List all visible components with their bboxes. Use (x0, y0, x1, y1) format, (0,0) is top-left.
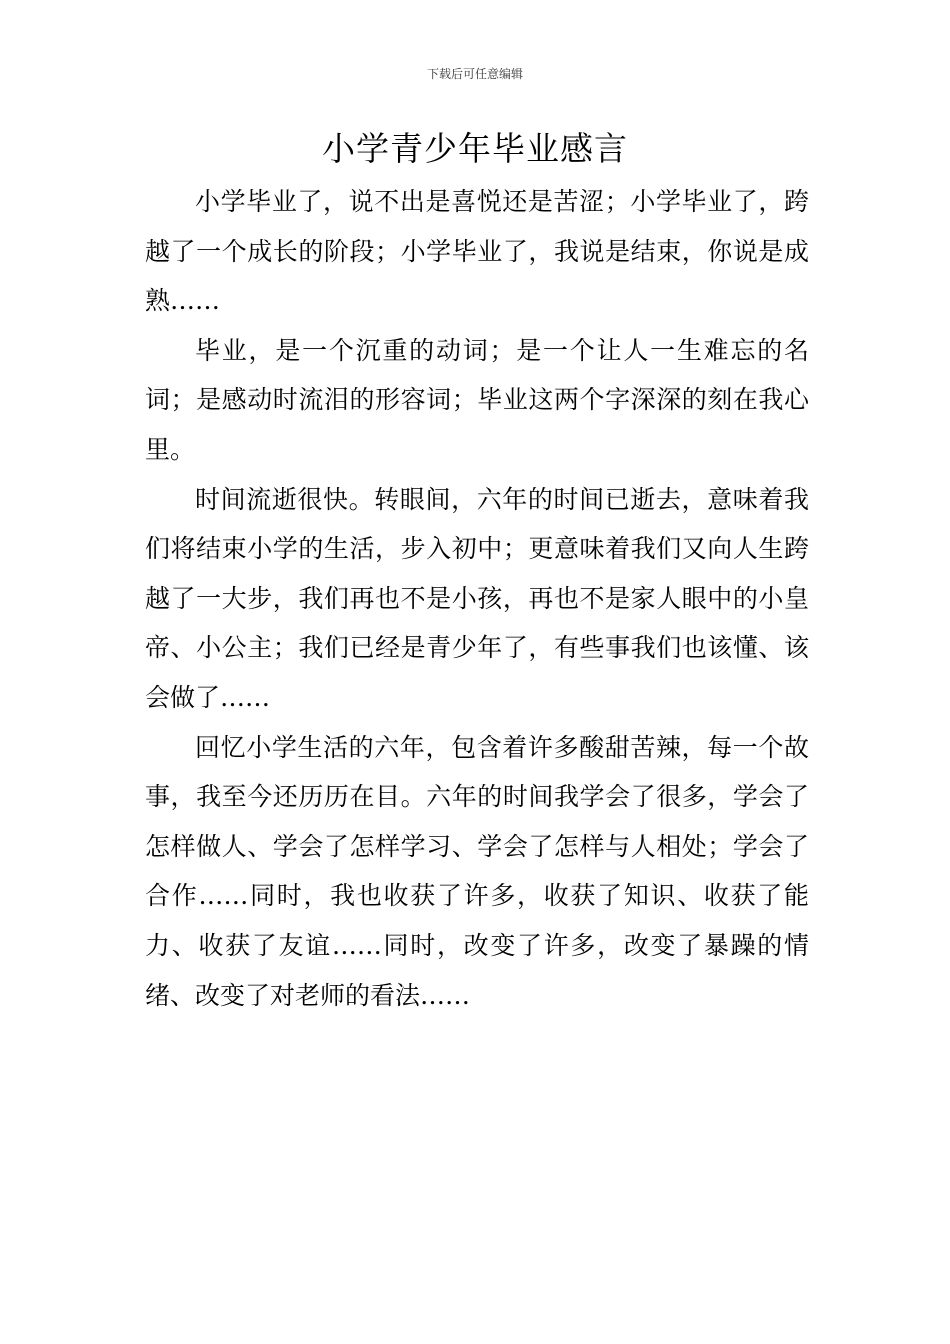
paragraph-3: 时间流逝很快。转眼间，六年的时间已逝去，意味着我们将结束小学的生活，步入初中；更意味着我们又向人生跨越了一大步，我们再也不是小孩，再也不是家人眼中的小皇帝、小公主；我们已经是青少年了，有些事我们也该懂、该会做了…… (145, 484, 809, 712)
paragraph-2: 毕业，是一个沉重的动词；是一个让人一生难忘的名词；是感动时流泪的形容词；毕业这两个字深深的刻在我心里。 (145, 335, 809, 464)
document-title: 小学青少年毕业感言 (322, 129, 628, 168)
paragraph-4: 回忆小学生活的六年，包含着许多酸甜苦辣，每一个故事，我至今还历历在目。六年的时间我学会了很多，学会了怎样做人、学会了怎样学习、学会了怎样与人相处；学会了合作……同时，我也收获了许多，收获了知识、收获了能力、收获了友谊……同时，改变了许多，改变了暴躁的情绪、改变了对老师的看法…… (145, 732, 809, 1010)
paragraph-1: 小学毕业了，说不出是喜悦还是苦涩；小学毕业了，跨越了一个成长的阶段；小学毕业了，我说是结束，你说是成熟…… (145, 187, 809, 316)
page-header-note: 下载后可任意编辑 (426, 67, 523, 81)
document-body (145, 177, 809, 1020)
